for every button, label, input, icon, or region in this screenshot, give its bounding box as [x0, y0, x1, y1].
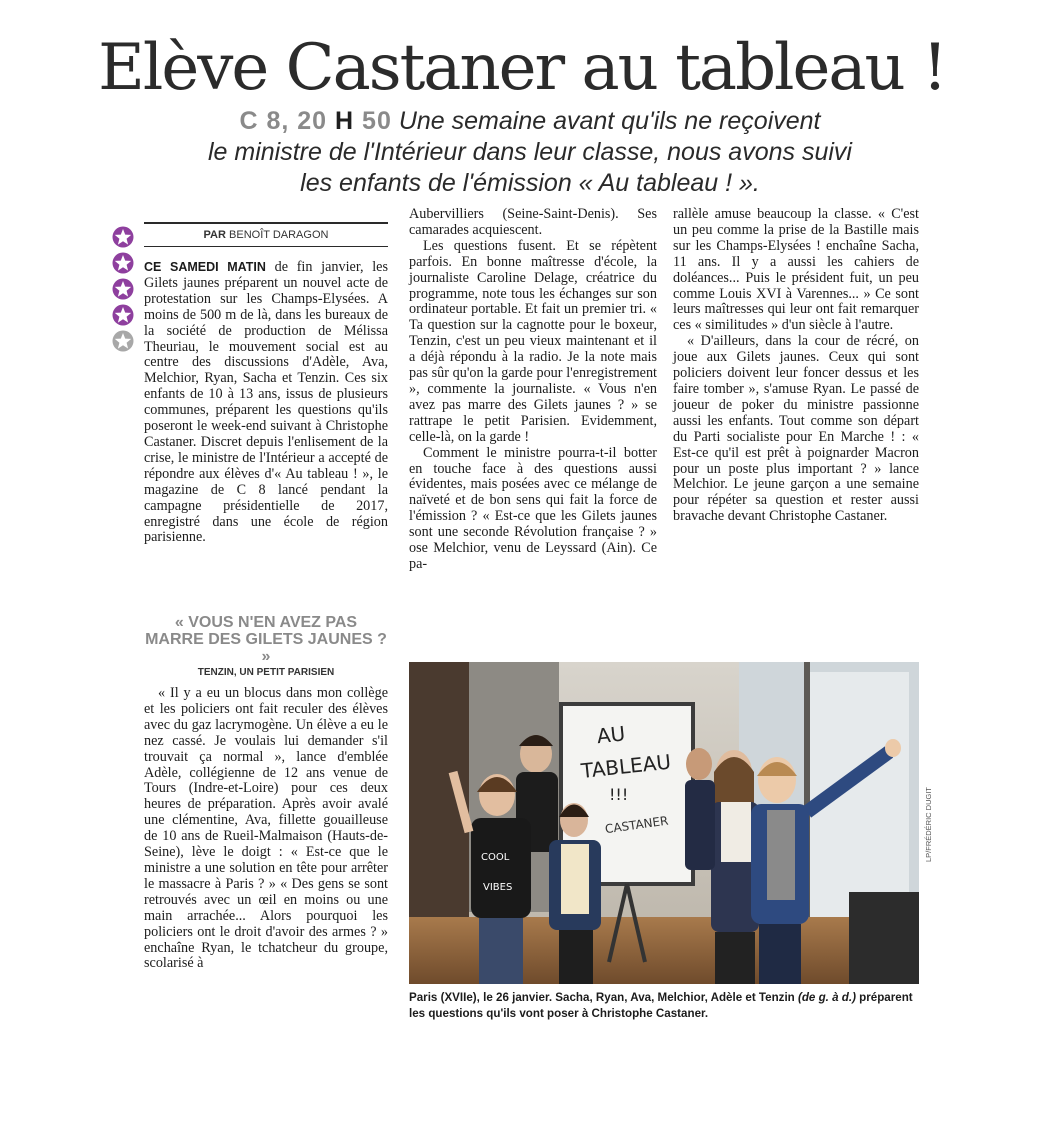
board-text-1: AU	[595, 721, 627, 749]
column-1-bottom	[144, 686, 388, 972]
paragraph: « Il y a eu un blocus dans mon collège et les policiers ont fait reculer des élèves avec du gaz lacrymogène. Un élève a eu le nez cassé. Je voulais lui demander s'il trouvait ça normal », lance d'emblée Adèle, collégienne de 12 ans venue de Tours (Indre-et-Loire) pour ces deux heures de préparation. Après avoir avalé une clémentine, Ava, fillette gouailleuse de 10 ans de Rueil-Malmaison (Hauts-de-Seine), lève le doigt : « Est-ce que le ministre a une solution en tête pour arrêter le massacre à Paris ? » « Des gens se sont retrouvés avec un œil en moins ou une main arrachée... Alors pourquoi les policiers ont le droit d'avoir des armes ? » enchaîne Ryan, le tchatcheur du groupe, scolarisé à	[144, 685, 388, 972]
star-filled-icon	[112, 252, 134, 274]
channel-tag: C 8, 20 H 50	[239, 107, 392, 135]
paragraph: Comment le ministre pourra-t-il botter en touche face à des questions aussi évidentes, mais posées avec ce mélange de naïveté et de bon sens qui fait la force de l'émission ? « Est-ce que les Gilets jaunes sont une seconde Révolution française ? » ose Melchior, venu de Leyssard (Ain). Ce pa-	[409, 444, 657, 572]
byline-rule-bottom	[144, 246, 388, 247]
photo-credit: LP/FRÉDÉRIC DUGIT	[924, 786, 933, 862]
deck-line-2: le ministre de l'Intérieur dans leur classe, nous avons suivi	[208, 138, 852, 166]
pull-quote-attribution: TENZIN, UN PETIT PARISIEN	[197, 667, 335, 678]
pull-quote: « VOUS N'EN AVEZ PAS MARRE DES GILETS JAUNES ? »	[145, 614, 387, 665]
paragraph: Les questions fusent. Et se répètent parfois. En bonne maîtresse d'école, la journaliste Caroline Delage, créatrice du programme, note tous les échanges sur son ordinateur portable. Et fait un premier tri. « Ta question sur la cagnotte pour le boxeur, Tenzin, c'est un peu vieux maintenant et il a déjà répondu à la radio. Je la note mais pas sûr qu'on la garde pour l'enregistrement », commente la journaliste. « Vous n'en avez pas marre des Gilets jaunes ? » se rattrape le petit Parisien. Evidemment, celle-là, on la garde !	[409, 237, 657, 445]
byline-rule-top	[144, 222, 388, 224]
column-2	[409, 207, 657, 573]
shirt-text-1: COOL	[481, 852, 510, 863]
star-rating	[112, 226, 136, 356]
star-filled-icon	[112, 278, 134, 300]
star-filled-icon	[112, 226, 134, 248]
photo-chair	[849, 892, 919, 984]
board-text-2: TABLEAU	[579, 749, 673, 783]
star-filled-icon	[112, 304, 134, 326]
paragraph: rallèle amuse beaucoup la classe. « C'est un peu comme la prise de la Bastille mais sur les Champs-Elysées ! enchaîne Sacha, 11 ans. Il y a aussi les cahiers de doléances... Puis le président fuit, un peu comme Louis XVI à Varennes... » Ce sont leurs maîtresses qui leur ont fait remarquer ces « similitudes » d'un siècle à l'autre.	[673, 206, 919, 334]
photo-caption: Paris (XVIIe), le 26 janvier. Sacha, Ryan, Ava, Melchior, Adèle et Tenzin (de g. à d.) préparent les questions qu'ils vont poser à Christophe Castaner.	[409, 991, 913, 1020]
board-text-3: !!!	[609, 785, 629, 804]
star-empty-icon	[112, 330, 134, 352]
deck	[150, 106, 910, 199]
lead-in: CE SAMEDI MATIN	[144, 260, 266, 274]
byline: PAR BENOÎT DARAGON	[203, 229, 329, 241]
headline: Elève Castaner au tableau !	[98, 31, 946, 105]
photo-children-whiteboard	[409, 662, 919, 984]
board-text-4: CASTANER	[604, 813, 670, 837]
lead-paragraph: CE SAMEDI MATIN de fin janvier, les Gilets jaunes préparent un nouvel acte de protestation sur les Champs-Elysées. A moins de 500 m de là, dans les bureaux de la société de production de Mélissa Theuriau, le mouvement social est au centre des discussions d'Adèle, Ava, Melchior, Ryan, Sacha et Tenzin. Ces six enfants de 10 à 13 ans, issus de plusieurs communes, préparent les questions qu'ils poseront le week-end suivant à Christophe Castaner. Discret depuis l'enlisement de la crise, le ministre de l'Intérieur a accepté de répondre aux élèves d'« Au tableau ! », le magazine de C 8 lancé pendant la campagne présidentielle de 2017, enregistré dans une école de région parisienne.	[144, 259, 388, 546]
column-3	[673, 207, 919, 525]
deck-line-1: Une semaine avant qu'ils ne reçoivent	[391, 107, 821, 135]
shirt-text-2: VIBES	[483, 882, 513, 893]
deck-line-3: les enfants de l'émission « Au tableau ! ».	[300, 169, 760, 197]
paragraph: Aubervilliers (Seine-Saint-Denis). Ses camarades acquiescent.	[409, 206, 657, 238]
column-1-top	[144, 260, 388, 546]
paragraph: « D'ailleurs, dans la cour de récré, on joue aux Gilets jaunes. Ceux qui sont policiers doivent leur foncer dessus et les faire tomber », s'amuse Ryan. Le passé de joueur de poker du ministre passionne aussi les enfants. Tout comme son départ du Parti socialiste pour En Marche ! : « Est-ce qu'il est prêt à poignarder Macron pour un poste plus important ? » lance Melchior. Le jeune garçon a une semaine pour répéter sa question et rester aussi bravache devant Christophe Castaner.	[673, 333, 919, 525]
